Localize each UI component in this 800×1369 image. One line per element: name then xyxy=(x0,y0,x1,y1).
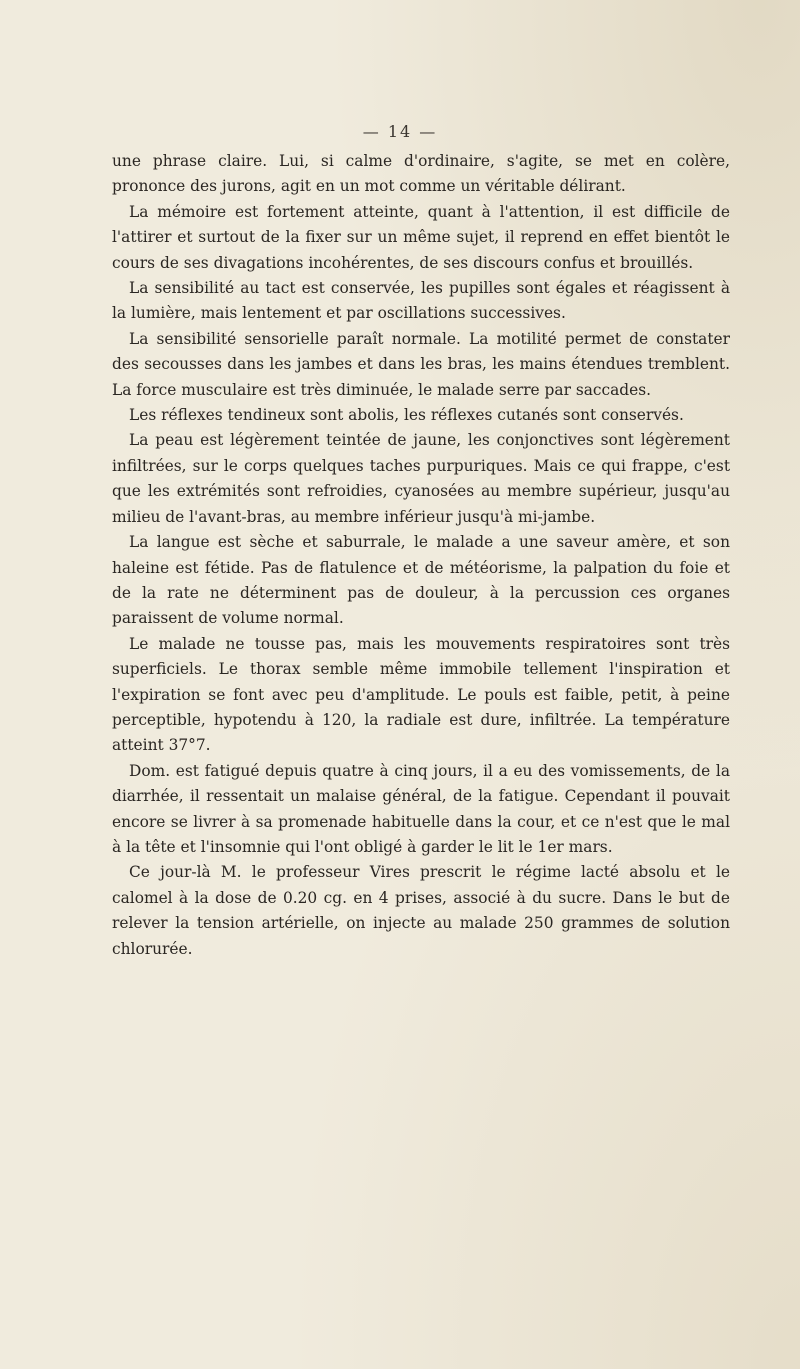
paragraph: La sensibilité sensorielle paraît normale. La motilité permet de constater des secousses dans les jambes et dans les bras, les mains étendues tremblent. La force musculaire est très diminuée, le malade serre par saccades. xyxy=(112,329,730,399)
paragraph: La mémoire est fortement atteinte, quant à l'attention, il est difficile de l'attirer et surtout de la fixer sur un même sujet, il reprend en effet bientôt le cours de ses divagations incohérentes, de ses discours confus et brouillés. xyxy=(112,202,730,272)
paragraph: Les réflexes tendineux sont abolis, les réflexes cutanés sont conservés. xyxy=(129,406,684,425)
paragraph: La sensibilité au tact est conservée, les pupilles sont égales et réagissent à la lumière, mais lentement et par oscillations successives. xyxy=(112,279,730,323)
paragraph: Dom. est fatigué depuis quatre à cinq jours, il a eu des vomissements, de la diarrhée, il ressentait un malaise général, de la fatigue. Cependant il pouvait encore se livrer à sa promenade habituelle dans la cour, et ce n'est que le mal à la tête et l'insomnie qui l'ont obligé à garder le lit le 1er mars. xyxy=(112,761,730,856)
paragraph: Ce jour-là M. le professeur Vires prescrit le régime lacté absolu et le calomel à la dose de 0.20 cg. en 4 prises, associé à du sucre. Dans le but de relever la tension artérielle, on injecte au malade 250 grammes de solution chlorurée. xyxy=(112,863,730,958)
paragraph: La peau est légèrement teintée de jaune, les conjonctives sont légèrement infiltrées, sur le corps quelques taches purpuriques. Mais ce qui frappe, c'est que les extrémités sont refroidies, cyanosées au membre supérieur, jusqu'au milieu de l'avant-bras, au membre inférieur jusqu'à mi-jambe. xyxy=(112,431,730,526)
paragraph: une phrase claire. Lui, si calme d'ordinaire, s'agite, se met en colère, prononce des jurons, agit en un mot comme un véritable délirant. xyxy=(112,152,730,196)
paragraph: Le malade ne tousse pas, mais les mouvements respiratoires sont très superficiels. Le thorax semble même immobile tellement l'inspiration et l'expiration se font avec peu d'amplitude. Le pouls est faible, petit, à peine perceptible, hypotendu à 120, la radiale est dure, infiltrée. La température atteint 37°7. xyxy=(112,634,730,755)
body-text xyxy=(112,149,730,962)
page-number: — 14 — xyxy=(362,122,438,141)
paragraph: La langue est sèche et saburrale, le malade a une saveur amère, et son haleine est fétide. Pas de flatulence et de météorisme, la palpation du foie et de la rate ne déterminent pas de douleur, à la percussion ces organes paraissent de volume normal. xyxy=(112,533,730,628)
